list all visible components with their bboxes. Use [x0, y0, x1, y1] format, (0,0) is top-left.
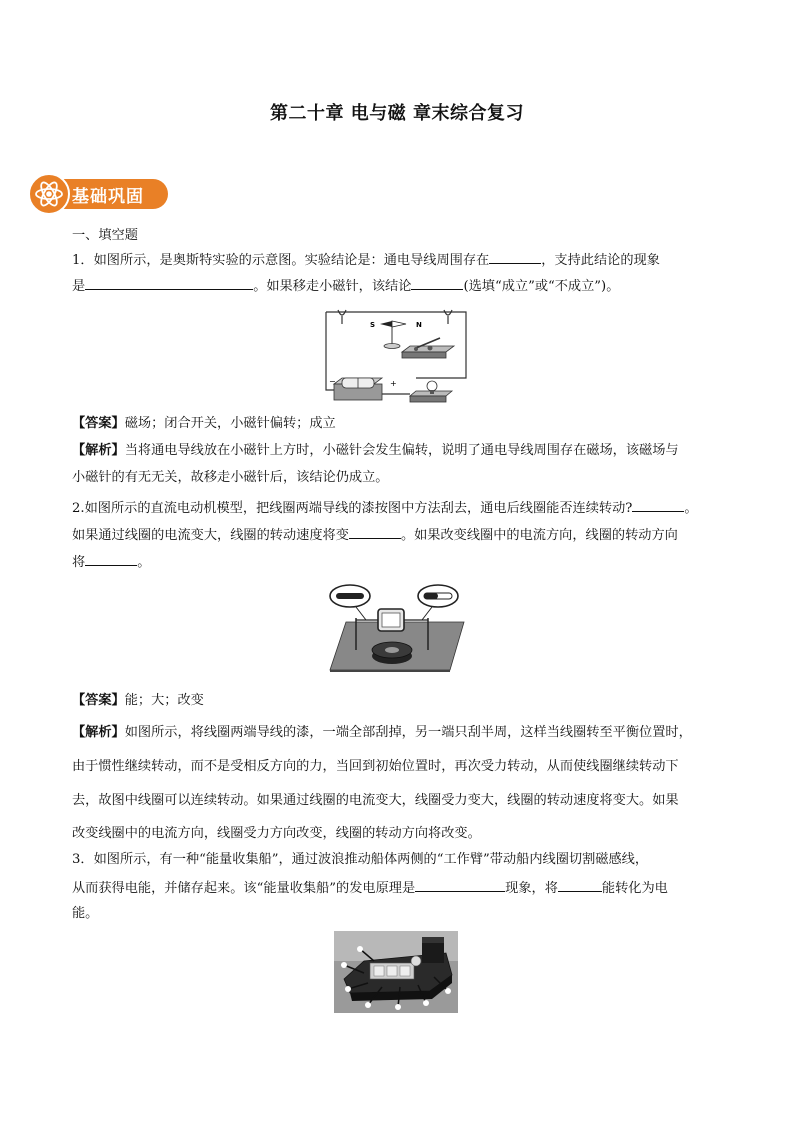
analysis-text: 如图所示，将线圈两端导线的漆，一端全部刮掉，另一端只刮半周，这样当线圈转至平衡位置时， — [124, 725, 692, 740]
q1-answer — [72, 414, 336, 434]
dc-motor-figure — [326, 582, 468, 672]
badge-label: 基础巩固 — [72, 187, 144, 207]
analysis-text: 当将通电导线放在小磁针上方时，小磁针会发生偏转，说明了通电导线周围存在磁场，该磁场与 — [124, 443, 679, 458]
answer-text: 磁场；闭合开关，小磁针偏转；成立 — [124, 416, 336, 431]
q2-text: 如果通过线圈的电流变大，线圈的转动速度将变 — [72, 528, 349, 543]
q2-line-3 — [72, 551, 150, 573]
q1-text: 1．如图所示，是奥斯特实验的示意图。实验结论是：通电导线周围存在 — [72, 253, 490, 268]
fig-minus: − — [329, 377, 336, 386]
q3-line-1: 3．如图所示，有一种“能量收集船”，通过波浪推动船体两侧的“工作臂”带动船内线圈切割磁感线， — [72, 852, 649, 867]
q2-line-2 — [72, 524, 678, 546]
atom-icon — [28, 173, 70, 215]
q3-blank-2[interactable] — [558, 877, 602, 892]
q1-text: ，支持此结论的现象 — [541, 253, 660, 268]
q1-line-2 — [72, 275, 619, 297]
q1-blank-3[interactable] — [411, 275, 463, 290]
analysis-tag: 【解析】 — [72, 725, 125, 740]
q1-text: 是 — [72, 279, 86, 294]
q2-text: 。 — [684, 501, 698, 516]
energy-boat-figure — [334, 931, 458, 1013]
q2-analysis-1 — [72, 723, 692, 743]
q1-blank-2[interactable] — [85, 275, 253, 290]
q1-text: 。如果移走小磁针，该结论 — [253, 279, 412, 294]
q3-text: 从而获得电能，并储存起来。该“能量收集船”的发电原理是 — [72, 881, 416, 896]
q3-text: 能转化为电 — [601, 881, 668, 896]
q2-text: 将 — [72, 555, 86, 570]
fig-label-n: N — [416, 321, 422, 329]
q2-line-1 — [72, 497, 698, 519]
answer-text: 能；大；改变 — [124, 693, 204, 708]
answer-tag: 【答案】 — [72, 693, 125, 708]
q2-blank-1[interactable] — [632, 497, 684, 512]
q2-analysis-3: 去，故图中线圈可以连续转动。如果通过线圈的电流变大，线圈受力变大，线圈的转动速度将变大。如果 — [72, 793, 679, 808]
page-title: 第二十章 电与磁 章末综合复习 — [269, 103, 525, 124]
q1-analysis-1 — [72, 441, 679, 461]
q2-analysis-4: 改变线圈中的电流方向，线圈受力方向改变，线圈的转动方向将改变。 — [72, 826, 481, 841]
fig-label-s: S — [370, 321, 376, 329]
q1-text: (选填“成立”或“不成立”)。 — [463, 279, 620, 294]
q2-analysis-2: 由于惯性继续转动，而不是受相反方向的力，当回到初始位置时，再次受力转动，从而使线圈继续转动下 — [72, 759, 679, 774]
oersted-experiment-figure — [320, 306, 472, 410]
q3-blank-1[interactable] — [415, 877, 505, 892]
q1-line-1 — [72, 249, 660, 271]
answer-tag: 【答案】 — [72, 416, 125, 431]
section-heading: 一、填空题 — [72, 228, 138, 243]
q3-line-3: 能。 — [72, 906, 99, 921]
q2-blank-3[interactable] — [85, 551, 137, 566]
section-badge — [28, 173, 168, 215]
q2-answer — [72, 691, 204, 711]
fig-plus: + — [390, 379, 397, 388]
q2-text: 。如果改变线圈中的电流方向，线圈的转动方向 — [400, 528, 678, 543]
q2-text: 2.如图所示的直流电动机模型，把线圈两端导线的漆按图中方法刮去，通电后线圈能否连续转动? — [72, 501, 633, 516]
q2-blank-2[interactable] — [349, 524, 401, 539]
q3-line-2 — [72, 877, 668, 899]
analysis-tag: 【解析】 — [72, 443, 125, 458]
q3-text: 现象，将 — [505, 881, 558, 896]
q1-analysis-2: 小磁针的有无无关，故移走小磁针后，该结论仍成立。 — [72, 470, 389, 485]
q1-blank-1[interactable] — [489, 249, 541, 264]
q2-text: 。 — [137, 555, 151, 570]
